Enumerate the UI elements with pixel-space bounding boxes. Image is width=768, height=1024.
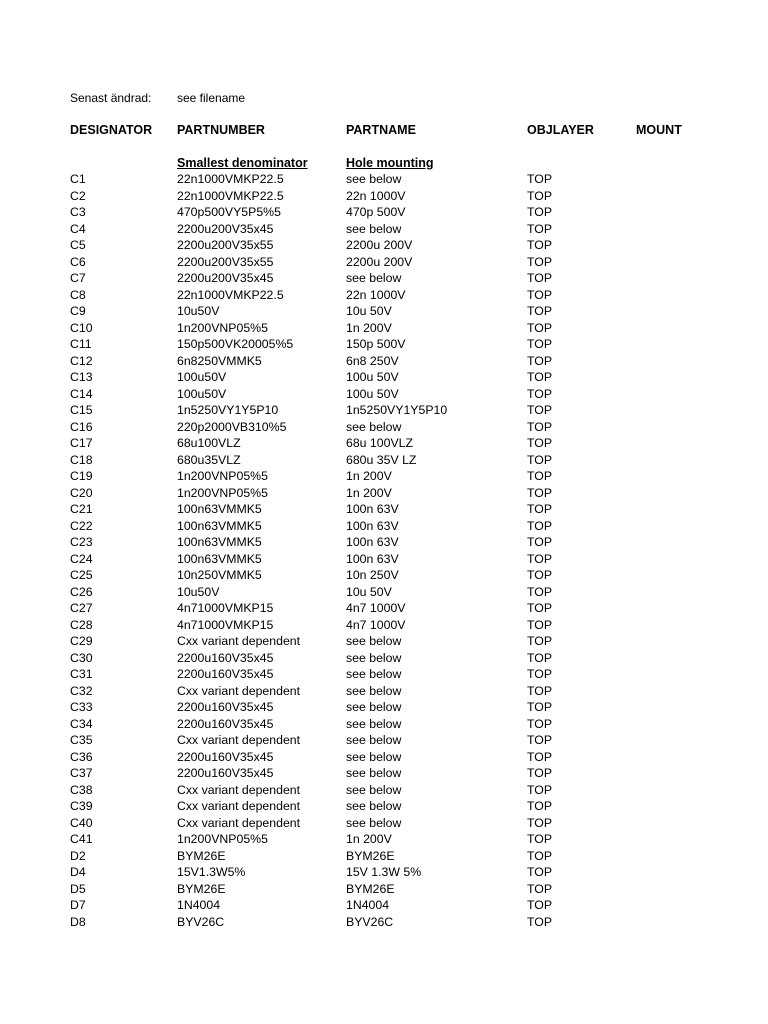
designator-cell: C39 [70, 799, 93, 813]
partnumber-cell: 100n63VMMK5 [177, 535, 262, 549]
partnumber-cell: 100n63VMMK5 [177, 502, 262, 516]
partname-cell: 10u 50V [346, 304, 392, 318]
designator-cell: C12 [70, 353, 93, 368]
objlayer-cell: TOP [527, 320, 553, 335]
table-row [0, 402, 768, 419]
designator-cell: D5 [70, 881, 86, 896]
partname-cell: see below [346, 700, 402, 714]
designator-cell: C38 [70, 782, 93, 797]
partname-cell: 680u 35V LZ [346, 452, 417, 467]
partnumber-cell: 2200u200V35x55 [177, 238, 274, 252]
objlayer-cell: TOP [527, 337, 553, 351]
table-row [0, 287, 768, 304]
partnumber-cell: 150p500VK20005%5 [177, 337, 294, 351]
subheader-smallest-denominator: Smallest denominator [177, 156, 308, 170]
partnumber-cell: 4n71000VMKP15 [177, 601, 274, 615]
partnumber-cell: 1n200VNP05%5 [177, 832, 268, 846]
partnumber-cell: 2200u160V35x45 [177, 749, 274, 764]
table-row [0, 320, 768, 337]
objlayer-cell: TOP [527, 386, 553, 401]
objlayer-cell: TOP [527, 832, 553, 846]
last-modified-value: see filename [177, 91, 246, 105]
partname-cell: 10u 50V [346, 584, 392, 599]
partnumber-cell: 22n1000VMKP22.5 [177, 172, 284, 186]
partname-cell: 4n7 1000V [346, 601, 406, 615]
partnumber-cell: 2200u160V35x45 [177, 716, 274, 731]
objlayer-cell: TOP [527, 881, 553, 896]
objlayer-cell: TOP [527, 436, 553, 450]
partnumber-cell: 10u50V [177, 304, 220, 318]
table-row [0, 666, 768, 683]
designator-cell: C31 [70, 667, 93, 681]
partname-cell: see below [346, 683, 402, 698]
table-row [0, 518, 768, 535]
partname-cell: 470p 500V [346, 205, 406, 219]
objlayer-cell: TOP [527, 700, 553, 714]
objlayer-cell: TOP [527, 370, 553, 384]
partnumber-cell: 2200u160V35x45 [177, 700, 274, 714]
partnumber-cell: 100u50V [177, 370, 227, 384]
objlayer-cell: TOP [527, 683, 553, 698]
table-row [0, 782, 768, 799]
partname-cell: see below [346, 419, 402, 434]
objlayer-cell: TOP [527, 766, 553, 780]
partname-cell: see below [346, 172, 402, 186]
designator-cell: C28 [70, 617, 93, 632]
table-row [0, 831, 768, 848]
objlayer-cell: TOP [527, 650, 553, 665]
parts-table-body [0, 171, 768, 930]
partname-cell: BYV26C [346, 914, 394, 929]
objlayer-cell: TOP [527, 287, 553, 302]
objlayer-cell: TOP [527, 535, 553, 549]
table-row [0, 749, 768, 766]
table-row [0, 650, 768, 667]
partname-cell: 100n 63V [346, 551, 399, 566]
partname-cell: 10n 250V [346, 568, 399, 582]
table-row [0, 881, 768, 898]
partnumber-cell: Cxx variant dependent [177, 634, 301, 648]
objlayer-cell: TOP [527, 584, 553, 599]
table-row [0, 171, 768, 188]
header-designator: DESIGNATOR [70, 123, 153, 137]
designator-cell: C18 [70, 452, 93, 467]
partnumber-cell: 1n5250VY1Y5P10 [177, 403, 279, 417]
partname-cell: see below [346, 667, 402, 681]
partnumber-cell: 10u50V [177, 584, 220, 599]
designator-cell: C13 [70, 370, 93, 384]
objlayer-cell: TOP [527, 865, 553, 879]
partnumber-cell: Cxx variant dependent [177, 782, 301, 797]
partnumber-cell: 1n200VNP05%5 [177, 320, 268, 335]
partname-cell: 100n 63V [346, 518, 399, 533]
table-row [0, 204, 768, 221]
table-row [0, 270, 768, 287]
partname-cell: 1n 200V [346, 320, 392, 335]
partnumber-cell: 1n200VNP05%5 [177, 485, 268, 500]
table-row [0, 336, 768, 353]
partname-cell: 1N4004 [346, 898, 390, 912]
partname-cell: 150p 500V [346, 337, 406, 351]
partname-cell: see below [346, 271, 402, 285]
partnumber-cell: Cxx variant dependent [177, 683, 301, 698]
objlayer-cell: TOP [527, 518, 553, 533]
partname-cell: 100n 63V [346, 535, 399, 549]
designator-cell: C6 [70, 254, 86, 269]
table-row [0, 798, 768, 815]
designator-cell: C41 [70, 832, 93, 846]
partnumber-cell: 680u35VLZ [177, 452, 241, 467]
partnumber-cell: Cxx variant dependent [177, 799, 301, 813]
table-row [0, 567, 768, 584]
partname-cell: 1n 200V [346, 832, 392, 846]
objlayer-cell: TOP [527, 485, 553, 500]
table-row [0, 353, 768, 370]
designator-cell: C32 [70, 683, 93, 698]
table-row [0, 435, 768, 452]
objlayer-cell: TOP [527, 898, 553, 912]
partnumber-cell: 4n71000VMKP15 [177, 617, 274, 632]
partname-cell: see below [346, 733, 402, 747]
partname-cell: 1n5250VY1Y5P10 [346, 403, 448, 417]
objlayer-cell: TOP [527, 254, 553, 269]
objlayer-cell: TOP [527, 551, 553, 566]
designator-cell: C19 [70, 469, 93, 483]
partnumber-cell: BYM26E [177, 848, 226, 863]
designator-cell: C8 [70, 287, 86, 302]
partnumber-cell: 100n63VMMK5 [177, 518, 262, 533]
table-row [0, 765, 768, 782]
designator-cell: C34 [70, 716, 93, 731]
objlayer-cell: TOP [527, 238, 553, 252]
partname-cell: 100u 50V [346, 370, 399, 384]
partname-cell: 1n 200V [346, 469, 392, 483]
partname-cell: 6n8 250V [346, 353, 399, 368]
designator-cell: C11 [70, 337, 92, 351]
designator-cell: C25 [70, 568, 93, 582]
designator-cell: D7 [70, 898, 86, 912]
partnumber-cell: 470p500VY5P5%5 [177, 205, 281, 219]
designator-cell: C3 [70, 205, 86, 219]
table-row [0, 897, 768, 914]
table-row [0, 699, 768, 716]
table-row [0, 485, 768, 502]
partnumber-cell: 2200u200V35x45 [177, 271, 274, 285]
designator-cell: C20 [70, 485, 93, 500]
objlayer-cell: TOP [527, 667, 553, 681]
designator-cell: C4 [70, 221, 86, 236]
partnumber-cell: 100n63VMMK5 [177, 551, 262, 566]
table-row [0, 254, 768, 271]
partnumber-cell: 220p2000VB310%5 [177, 419, 287, 434]
designator-cell: C36 [70, 749, 93, 764]
table-row [0, 468, 768, 485]
objlayer-cell: TOP [527, 601, 553, 615]
partname-cell: BYM26E [346, 881, 395, 896]
partname-cell: 22n 1000V [346, 188, 406, 203]
subheader-hole-mounting: Hole mounting [346, 156, 434, 170]
partnumber-cell: 10n250VMMK5 [177, 568, 262, 582]
table-row [0, 633, 768, 650]
partname-cell: 2200u 200V [346, 254, 413, 269]
partnumber-cell: BYM26E [177, 881, 226, 896]
table-row [0, 303, 768, 320]
objlayer-cell: TOP [527, 353, 553, 368]
objlayer-cell: TOP [527, 469, 553, 483]
table-row [0, 386, 768, 403]
partnumber-cell: 6n8250VMMK5 [177, 353, 262, 368]
partname-cell: 1n 200V [346, 485, 392, 500]
objlayer-cell: TOP [527, 502, 553, 516]
table-row [0, 732, 768, 749]
designator-cell: D4 [70, 865, 86, 879]
objlayer-cell: TOP [527, 617, 553, 632]
table-row [0, 419, 768, 436]
designator-cell: C16 [70, 419, 93, 434]
partname-cell: 22n 1000V [346, 287, 406, 302]
partnumber-cell: 68u100VLZ [177, 436, 241, 450]
table-row [0, 600, 768, 617]
designator-cell: C29 [70, 634, 93, 648]
table-row [0, 617, 768, 634]
table-row [0, 683, 768, 700]
objlayer-cell: TOP [527, 716, 553, 731]
partname-cell: BYM26E [346, 848, 395, 863]
table-row [0, 848, 768, 865]
designator-cell: C37 [70, 766, 93, 780]
partnumber-cell: 2200u160V35x45 [177, 667, 274, 681]
designator-cell: C15 [70, 403, 93, 417]
objlayer-cell: TOP [527, 172, 553, 186]
partname-cell: 100u 50V [346, 386, 399, 401]
designator-cell: C40 [70, 815, 93, 830]
objlayer-cell: TOP [527, 634, 553, 648]
objlayer-cell: TOP [527, 403, 553, 417]
table-row [0, 584, 768, 601]
partname-cell: 2200u 200V [346, 238, 413, 252]
header-mount: MOUNT [636, 123, 682, 137]
designator-cell: C9 [70, 304, 86, 318]
partname-cell: see below [346, 650, 402, 665]
partnumber-cell: Cxx variant dependent [177, 733, 301, 747]
partname-cell: 15V 1.3W 5% [346, 865, 422, 879]
partname-cell: see below [346, 815, 402, 830]
designator-cell: C7 [70, 271, 86, 285]
table-row [0, 369, 768, 386]
designator-cell: C14 [70, 386, 93, 401]
objlayer-cell: TOP [527, 271, 553, 285]
partnumber-cell: 22n1000VMKP22.5 [177, 188, 284, 203]
table-row [0, 716, 768, 733]
partname-cell: see below [346, 634, 402, 648]
partnumber-cell: BYV26C [177, 914, 225, 929]
partnumber-cell: 2200u200V35x55 [177, 254, 274, 269]
partnumber-cell: 2200u200V35x45 [177, 221, 274, 236]
designator-cell: C10 [70, 320, 93, 335]
partname-cell: see below [346, 716, 402, 731]
designator-cell: C24 [70, 551, 93, 566]
header-objlayer: OBJLAYER [527, 123, 594, 137]
designator-cell: C21 [70, 502, 93, 516]
partname-cell: see below [346, 221, 402, 236]
partname-cell: see below [346, 799, 402, 813]
table-row [0, 188, 768, 205]
designator-cell: D8 [70, 914, 86, 929]
table-row [0, 864, 768, 881]
partname-cell: 100n 63V [346, 502, 399, 516]
designator-cell: C26 [70, 584, 93, 599]
header-partnumber: PARTNUMBER [177, 123, 265, 137]
objlayer-cell: TOP [527, 452, 553, 467]
partnumber-cell: Cxx variant dependent [177, 815, 301, 830]
partnumber-cell: 15V1.3W5% [177, 865, 246, 879]
partname-cell: see below [346, 749, 402, 764]
table-row [0, 221, 768, 238]
designator-cell: C27 [70, 601, 93, 615]
designator-cell: C33 [70, 700, 93, 714]
table-row [0, 452, 768, 469]
partnumber-cell: 22n1000VMKP22.5 [177, 287, 284, 302]
table-row [0, 914, 768, 931]
table-row [0, 551, 768, 568]
designator-cell: C1 [70, 172, 86, 186]
objlayer-cell: TOP [527, 205, 553, 219]
table-row [0, 815, 768, 832]
partnumber-cell: 2200u160V35x45 [177, 650, 274, 665]
partname-cell: see below [346, 766, 402, 780]
partname-cell: see below [346, 782, 402, 797]
designator-cell: C30 [70, 650, 93, 665]
objlayer-cell: TOP [527, 815, 553, 830]
header-partname: PARTNAME [346, 123, 416, 137]
partnumber-cell: 2200u160V35x45 [177, 766, 274, 780]
objlayer-cell: TOP [527, 304, 553, 318]
objlayer-cell: TOP [527, 733, 553, 747]
objlayer-cell: TOP [527, 419, 553, 434]
objlayer-cell: TOP [527, 221, 553, 236]
partnumber-cell: 100u50V [177, 386, 227, 401]
designator-cell: C2 [70, 188, 86, 203]
designator-cell: C5 [70, 238, 86, 252]
partnumber-cell: 1n200VNP05%5 [177, 469, 268, 483]
designator-cell: C17 [70, 436, 93, 450]
objlayer-cell: TOP [527, 188, 553, 203]
table-row [0, 237, 768, 254]
last-modified-label: Senast ändrad: [70, 91, 152, 105]
partname-cell: 4n7 1000V [346, 617, 406, 632]
table-row [0, 501, 768, 518]
designator-cell: C23 [70, 535, 93, 549]
designator-cell: C22 [70, 518, 93, 533]
partname-cell: 68u 100VLZ [346, 436, 414, 450]
designator-cell: C35 [70, 733, 93, 747]
designator-cell: D2 [70, 848, 86, 863]
objlayer-cell: TOP [527, 799, 553, 813]
objlayer-cell: TOP [527, 749, 553, 764]
objlayer-cell: TOP [527, 848, 553, 863]
partnumber-cell: 1N4004 [177, 898, 221, 912]
table-row [0, 534, 768, 551]
objlayer-cell: TOP [527, 914, 553, 929]
objlayer-cell: TOP [527, 782, 553, 797]
objlayer-cell: TOP [527, 568, 553, 582]
